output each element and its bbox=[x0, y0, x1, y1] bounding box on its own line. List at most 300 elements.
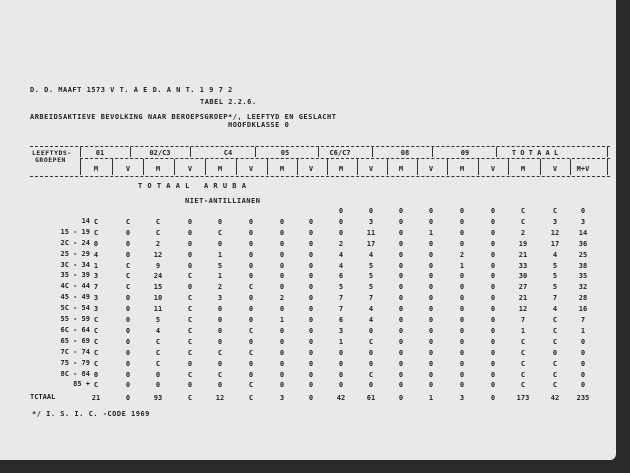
table-cell: 0 bbox=[248, 239, 254, 248]
column-group-header: 05 bbox=[280, 149, 290, 157]
table-cell: 5 bbox=[368, 272, 374, 281]
table-cell: 0 bbox=[308, 337, 314, 346]
table-cell: C bbox=[187, 348, 193, 357]
table-cell: 0 bbox=[248, 370, 254, 379]
subsection-title: NIET-ANTILLIANEN bbox=[185, 197, 261, 205]
sex-column-header: V bbox=[187, 165, 193, 173]
table-cell: 0 bbox=[308, 348, 314, 357]
column-divider bbox=[327, 159, 328, 175]
table-cell: 0 bbox=[490, 381, 496, 390]
table-cell: 0 bbox=[187, 359, 193, 368]
table-cell: 0 bbox=[217, 359, 223, 368]
table-cell: 0 bbox=[308, 305, 314, 314]
table-cell: 12 bbox=[550, 228, 560, 237]
sex-column-header: M bbox=[93, 165, 99, 173]
column-divider bbox=[417, 159, 418, 175]
table-cell: C bbox=[217, 348, 223, 357]
group-divider bbox=[432, 147, 433, 157]
table-cell: 235 bbox=[576, 394, 590, 402]
group-divider bbox=[496, 147, 497, 157]
table-cell: 28 bbox=[578, 294, 588, 303]
table-cell: 3 bbox=[368, 217, 374, 226]
table-cell: 0 bbox=[398, 239, 404, 248]
table-cell: 0 bbox=[279, 250, 285, 259]
table-cell: 0 bbox=[398, 250, 404, 259]
table-cell: 0 bbox=[217, 337, 223, 346]
table-cell: 0 bbox=[217, 305, 223, 314]
table-cell: 5 bbox=[368, 283, 374, 292]
table-cell: 0 bbox=[279, 272, 285, 281]
table-cell: 0 bbox=[398, 294, 404, 303]
table-cell: 0 bbox=[217, 239, 223, 248]
table-cell: 0 bbox=[490, 228, 496, 237]
table-cell: 0 bbox=[490, 394, 496, 402]
table-cell: 0 bbox=[308, 261, 314, 270]
table-cell: 0 bbox=[398, 272, 404, 281]
table-cell: 12 bbox=[215, 394, 225, 402]
table-cell: 0 bbox=[428, 250, 434, 259]
table-cell: 0 bbox=[125, 348, 131, 357]
age-group-label: 4C - 44 bbox=[60, 282, 90, 291]
table-cell: 0 bbox=[459, 370, 465, 379]
table-cell: 0 bbox=[398, 228, 404, 237]
table-cell: 0 bbox=[490, 250, 496, 259]
header-rule-bottom bbox=[30, 176, 610, 177]
table-cell: 0 bbox=[428, 294, 434, 303]
group-divider bbox=[255, 147, 256, 157]
table-cell: 7 bbox=[338, 294, 344, 303]
table-cell: 7 bbox=[93, 283, 99, 292]
table-cell: 0 bbox=[459, 239, 465, 248]
table-cell: C bbox=[552, 316, 558, 324]
table-cell: 36 bbox=[578, 239, 588, 248]
group-divider bbox=[607, 147, 608, 157]
table-cell: 2 bbox=[338, 239, 344, 248]
table-cell: 3 bbox=[93, 305, 99, 314]
table-cell: 33 bbox=[518, 261, 528, 270]
table-cell: 0 bbox=[490, 261, 496, 270]
table-cell: 0 bbox=[428, 272, 434, 281]
table-cell: C bbox=[217, 228, 223, 237]
table-cell: 0 bbox=[490, 294, 496, 303]
table-cell: 93 bbox=[153, 394, 163, 402]
table-cell: 0 bbox=[279, 337, 285, 346]
table-cell: 0 bbox=[459, 272, 465, 281]
column-divider bbox=[478, 159, 479, 175]
table-cell: 0 bbox=[428, 261, 434, 270]
table-cell: 2 bbox=[279, 294, 285, 303]
table-cell: 0 bbox=[187, 261, 193, 270]
table-cell: 0 bbox=[308, 359, 314, 368]
table-cell: C bbox=[552, 381, 558, 390]
sex-column-header: V bbox=[308, 165, 314, 173]
table-cell: C bbox=[155, 217, 161, 226]
table-cell: 0 bbox=[248, 261, 254, 270]
table-cell: 0 bbox=[368, 207, 374, 215]
table-cell: 0 bbox=[580, 348, 586, 357]
table-cell: 32 bbox=[578, 283, 588, 292]
table-cell: 42 bbox=[550, 394, 560, 402]
sex-column-header: M bbox=[520, 165, 526, 173]
table-cell: 0 bbox=[398, 394, 404, 402]
table-cell: 0 bbox=[398, 337, 404, 346]
table-cell: 0 bbox=[125, 337, 131, 346]
table-cell: 0 bbox=[368, 348, 374, 357]
table-cell: 24 bbox=[153, 272, 163, 281]
table-cell: 0 bbox=[248, 305, 254, 314]
table-cell: C bbox=[187, 294, 193, 303]
column-divider bbox=[236, 159, 237, 175]
table-cell: 11 bbox=[366, 228, 376, 237]
table-cell: 0 bbox=[308, 381, 314, 390]
column-divider bbox=[508, 159, 509, 175]
table-cell: 14 bbox=[578, 228, 588, 237]
table-cell: 0 bbox=[428, 337, 434, 346]
age-group-label: 75 - 79 bbox=[60, 358, 90, 367]
table-cell: 0 bbox=[428, 381, 434, 390]
table-cell: 0 bbox=[338, 228, 344, 237]
column-divider bbox=[447, 159, 448, 175]
table-cell: 0 bbox=[187, 239, 193, 248]
table-cell: 0 bbox=[490, 207, 496, 215]
age-group-label: 15 - 19 bbox=[60, 227, 90, 236]
table-cell: 3 bbox=[580, 217, 586, 226]
table-cell: C bbox=[187, 337, 193, 346]
table-cell: 0 bbox=[248, 337, 254, 346]
table-cell: 38 bbox=[578, 261, 588, 270]
table-cell: C bbox=[248, 394, 254, 402]
table-cell: 0 bbox=[279, 283, 285, 292]
table-cell: 0 bbox=[490, 316, 496, 324]
group-divider bbox=[80, 147, 81, 157]
table-cell: 4 bbox=[338, 250, 344, 259]
sex-column-header: M bbox=[155, 165, 161, 173]
table-cell: 5 bbox=[338, 283, 344, 292]
sex-column-header: V bbox=[248, 165, 254, 173]
table-cell: 6 bbox=[338, 316, 344, 324]
table-cell: 0 bbox=[398, 261, 404, 270]
age-group-label: 35 - 39 bbox=[60, 271, 90, 280]
table-cell: 0 bbox=[217, 316, 223, 324]
table-cell: C bbox=[552, 326, 558, 335]
table-cell: 0 bbox=[459, 294, 465, 303]
table-cell: C bbox=[187, 326, 193, 335]
table-cell: 0 bbox=[217, 381, 223, 390]
table-cell: 0 bbox=[490, 272, 496, 281]
table-cell: 2 bbox=[217, 283, 223, 292]
table-cell: 0 bbox=[125, 250, 131, 259]
table-cell: 21 bbox=[518, 294, 528, 303]
table-cell: 0 bbox=[459, 326, 465, 335]
table-cell: 1 bbox=[93, 261, 99, 270]
table-cell: C bbox=[552, 370, 558, 379]
table-cell: 0 bbox=[398, 381, 404, 390]
table-cell: 0 bbox=[187, 283, 193, 292]
table-cell: 0 bbox=[338, 207, 344, 215]
table-cell: 0 bbox=[125, 381, 131, 390]
age-group-label: 8C - 84 bbox=[60, 369, 90, 378]
table-cell: 0 bbox=[490, 326, 496, 335]
table-cell: 0 bbox=[580, 359, 586, 368]
age-group-label: 55 - 59 bbox=[60, 315, 90, 323]
table-cell: 0 bbox=[490, 348, 496, 357]
table-cell: 10 bbox=[153, 294, 163, 303]
table-cell: 4 bbox=[338, 261, 344, 270]
table-cell: 1 bbox=[217, 272, 223, 281]
table-cell: 0 bbox=[490, 370, 496, 379]
table-cell: 0 bbox=[308, 294, 314, 303]
table-cell: C bbox=[187, 272, 193, 281]
group-divider bbox=[130, 147, 131, 157]
table-cell: 0 bbox=[338, 381, 344, 390]
table-cell: 11 bbox=[153, 305, 163, 314]
table-cell: 0 bbox=[125, 316, 131, 324]
table-cell: 0 bbox=[459, 316, 465, 324]
table-cell: 5 bbox=[552, 261, 558, 270]
table-cell: 2 bbox=[520, 228, 526, 237]
column-divider bbox=[357, 159, 358, 175]
table-cell: 3 bbox=[93, 272, 99, 281]
table-cell: C bbox=[155, 348, 161, 357]
table-cell: 35 bbox=[578, 272, 588, 281]
table-cell: 0 bbox=[308, 217, 314, 226]
footnote: */ I. S. I. C. -CODE 1969 bbox=[32, 410, 150, 418]
table-cell: 4 bbox=[155, 326, 161, 335]
table-cell: 0 bbox=[398, 359, 404, 368]
table-cell: C bbox=[520, 337, 526, 346]
table-cell: 0 bbox=[279, 217, 285, 226]
table-cell: 30 bbox=[518, 272, 528, 281]
column-group-header: 08 bbox=[400, 149, 410, 157]
table-cell: 2 bbox=[155, 239, 161, 248]
table-cell: C bbox=[520, 370, 526, 379]
table-cell: 0 bbox=[217, 326, 223, 335]
column-divider bbox=[112, 159, 113, 175]
table-cell: C bbox=[520, 348, 526, 357]
table-cell: 4 bbox=[552, 305, 558, 314]
sex-column-header: V bbox=[552, 165, 558, 173]
table-cell: 21 bbox=[518, 250, 528, 259]
table-cell: 3 bbox=[459, 394, 465, 402]
table-cell: 0 bbox=[279, 326, 285, 335]
table-cell: 0 bbox=[459, 283, 465, 292]
table-cell: 5 bbox=[368, 261, 374, 270]
table-cell: 0 bbox=[125, 305, 131, 314]
table-cell: 0 bbox=[428, 326, 434, 335]
table-cell: 0 bbox=[338, 370, 344, 379]
table-cell: 1 bbox=[428, 394, 434, 402]
table-cell: 0 bbox=[308, 272, 314, 281]
table-cell: C bbox=[552, 207, 558, 215]
table-cell: 0 bbox=[398, 370, 404, 379]
row-header-1: LEEFTYDS- bbox=[32, 149, 72, 157]
age-group-label: 65 - 69 bbox=[60, 336, 90, 345]
table-cell: 0 bbox=[125, 394, 131, 402]
table-cell: 0 bbox=[338, 359, 344, 368]
table-cell: 0 bbox=[93, 239, 99, 248]
column-group-header: 02/C3 bbox=[149, 149, 171, 157]
table-cell: 0 bbox=[490, 283, 496, 292]
table-cell: 0 bbox=[187, 381, 193, 390]
table-cell: 0 bbox=[428, 348, 434, 357]
table-cell: 4 bbox=[368, 316, 374, 324]
age-group-label: TCTAAL bbox=[30, 393, 56, 401]
table-cell: 0 bbox=[248, 294, 254, 303]
table-cell: 3 bbox=[279, 394, 285, 402]
group-divider bbox=[190, 147, 191, 157]
table-cell: C bbox=[187, 305, 193, 314]
table-cell: 0 bbox=[490, 337, 496, 346]
sex-column-header: V bbox=[368, 165, 374, 173]
table-cell: 7 bbox=[580, 316, 586, 324]
table-cell: C bbox=[93, 217, 99, 226]
column-divider bbox=[297, 159, 298, 175]
table-cell: C bbox=[552, 359, 558, 368]
table-cell: 0 bbox=[125, 294, 131, 303]
table-cell: 0 bbox=[428, 207, 434, 215]
table-cell: C bbox=[248, 348, 254, 357]
table-cell: C bbox=[93, 348, 99, 357]
sex-column-header: M+V bbox=[576, 165, 590, 173]
table-cell: 0 bbox=[398, 326, 404, 335]
table-cell: 0 bbox=[279, 348, 285, 357]
age-group-label: 3C - 34 bbox=[60, 260, 90, 269]
column-divider bbox=[267, 159, 268, 175]
column-group-header: 01 bbox=[95, 149, 105, 157]
sex-column-header: M bbox=[338, 165, 344, 173]
table-cell: 7 bbox=[368, 294, 374, 303]
table-cell: 1 bbox=[217, 250, 223, 259]
table-cell: 16 bbox=[578, 305, 588, 314]
table-cell: 0 bbox=[459, 207, 465, 215]
table-cell: 0 bbox=[428, 283, 434, 292]
table-cell: 19 bbox=[518, 239, 528, 248]
table-cell: 5 bbox=[552, 283, 558, 292]
table-cell: C bbox=[125, 283, 131, 292]
row-header-2: GROEPEN bbox=[35, 156, 66, 164]
table-cell: 0 bbox=[125, 326, 131, 335]
table-cell: 9 bbox=[155, 261, 161, 270]
table-cell: 4 bbox=[368, 250, 374, 259]
table-cell: 0 bbox=[428, 316, 434, 324]
table-subtitle: HOOFDKLASSE 0 bbox=[228, 121, 290, 129]
table-cell: 12 bbox=[518, 305, 528, 314]
table-cell: 0 bbox=[217, 217, 223, 226]
table-cell: 173 bbox=[516, 394, 530, 402]
section-title: T O T A A L A R U B A bbox=[138, 182, 247, 190]
table-cell: C bbox=[155, 228, 161, 237]
age-group-label: 7C - 74 bbox=[60, 347, 90, 356]
column-group-header: 09 bbox=[460, 149, 470, 157]
table-cell: C bbox=[125, 272, 131, 281]
table-cell: 0 bbox=[490, 217, 496, 226]
table-cell: 0 bbox=[580, 370, 586, 379]
column-divider bbox=[174, 159, 175, 175]
table-cell: 0 bbox=[552, 348, 558, 357]
table-cell: C bbox=[520, 207, 526, 215]
table-cell: 1 bbox=[520, 326, 526, 335]
table-cell: 0 bbox=[398, 207, 404, 215]
table-cell: C bbox=[187, 370, 193, 379]
table-cell: 0 bbox=[308, 316, 314, 324]
table-cell: 0 bbox=[248, 316, 254, 324]
table-cell: 0 bbox=[187, 250, 193, 259]
column-group-header: C6/C7 bbox=[329, 149, 351, 157]
table-cell: 1 bbox=[428, 228, 434, 237]
column-group-header: C4 bbox=[223, 149, 233, 157]
table-cell: 0 bbox=[279, 239, 285, 248]
table-cell: C bbox=[520, 359, 526, 368]
source-line: D. D. MAAFT 1573 V T. A E D. A N T. 1 9 7 2 bbox=[30, 86, 233, 94]
table-cell: 0 bbox=[125, 228, 131, 237]
table-cell: 0 bbox=[279, 305, 285, 314]
table-cell: 0 bbox=[155, 381, 161, 390]
table-cell: 0 bbox=[187, 217, 193, 226]
table-cell: 3 bbox=[552, 217, 558, 226]
table-cell: 12 bbox=[153, 250, 163, 259]
table-cell: 17 bbox=[550, 239, 560, 248]
table-cell: 0 bbox=[398, 305, 404, 314]
table-cell: C bbox=[368, 337, 374, 346]
table-cell: 0 bbox=[93, 370, 99, 379]
table-cell: 0 bbox=[308, 250, 314, 259]
sex-column-header: M bbox=[217, 165, 223, 173]
sex-column-header: V bbox=[125, 165, 131, 173]
table-cell: 0 bbox=[459, 228, 465, 237]
table-cell: 0 bbox=[459, 359, 465, 368]
column-divider bbox=[607, 159, 608, 175]
table-cell: C bbox=[93, 337, 99, 346]
table-cell: 0 bbox=[308, 326, 314, 335]
table-cell: 0 bbox=[398, 316, 404, 324]
table-cell: 0 bbox=[580, 207, 586, 215]
table-cell: 1 bbox=[338, 337, 344, 346]
table-cell: 0 bbox=[459, 348, 465, 357]
table-cell: 7 bbox=[338, 305, 344, 314]
column-divider bbox=[540, 159, 541, 175]
table-cell: C bbox=[93, 359, 99, 368]
table-cell: C bbox=[248, 326, 254, 335]
table-cell: 0 bbox=[248, 272, 254, 281]
table-cell: 4 bbox=[368, 305, 374, 314]
age-group-label: 14 bbox=[81, 216, 90, 225]
table-cell: 15 bbox=[153, 283, 163, 292]
table-cell: C bbox=[155, 359, 161, 368]
table-cell: 3 bbox=[93, 294, 99, 303]
table-cell: C bbox=[368, 370, 374, 379]
table-cell: C bbox=[93, 228, 99, 237]
table-cell: 0 bbox=[308, 370, 314, 379]
column-divider bbox=[143, 159, 144, 175]
table-cell: 7 bbox=[552, 294, 558, 303]
table-cell: 0 bbox=[490, 359, 496, 368]
column-divider bbox=[205, 159, 206, 175]
table-cell: 0 bbox=[580, 337, 586, 346]
table-cell: C bbox=[155, 337, 161, 346]
table-cell: 0 bbox=[248, 359, 254, 368]
table-cell: 0 bbox=[308, 239, 314, 248]
table-cell: 61 bbox=[366, 394, 376, 402]
table-cell: C bbox=[187, 316, 193, 324]
table-cell: C bbox=[248, 283, 254, 292]
table-cell: C bbox=[217, 370, 223, 379]
table-cell: C bbox=[187, 394, 193, 402]
table-cell: 0 bbox=[279, 228, 285, 237]
table-title: ARBEIDSAKTIEVE BEVOLKING NAAR BEROEPSGROEP*/, LEEFTYD EN GESLACHT bbox=[30, 113, 337, 121]
table-cell: 0 bbox=[125, 370, 131, 379]
table-cell: C bbox=[248, 381, 254, 390]
table-cell: C bbox=[125, 261, 131, 270]
